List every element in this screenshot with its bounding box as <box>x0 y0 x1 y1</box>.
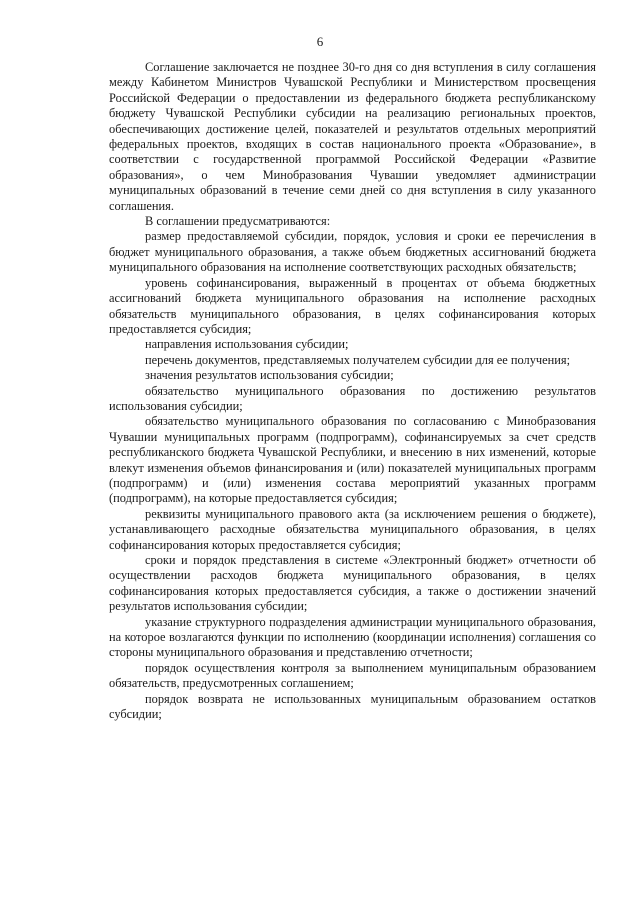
paragraph-program-approval-obligation: обязательство муниципального образования по согласованию с Минобразования Чувашии муниципальных программ (подпрограмм), софинансируемых за счет средств республиканского бюджета Чувашской Республики, и внесению в них изменений, которые влекут изменения объемов финансирования и (или) показателей муниципальных программ (подпрограмм) и (или) изменения состава мероприятий указанных программ (подпрограмм), на которые предоставляется субсидия; <box>109 414 596 506</box>
paragraph-control-procedure: порядок осуществления контроля за выполнением муниципальным образованием обязательств, предусмотренных соглашением; <box>109 660 596 691</box>
paragraph-cofinancing-level: уровень софинансирования, выраженный в процентах от объема бюджетных ассигнований бюджета муниципального образования на исполнение расходных обязательств муниципального образования, в целях софинансирования которых предоставляется субсидия; <box>109 275 596 336</box>
paragraph-reporting-terms: сроки и порядок представления в системе «Электронный бюджет» отчетности об осуществлении расходов бюджета муниципального образования, в целях софинансирования которых предоставляется субсидия, а также о достижении значений результатов использования субсидии; <box>109 553 596 614</box>
document-body <box>109 60 596 722</box>
paragraph-responsible-unit: указание структурного подразделения администрации муниципального образования, на которое возлагаются функции по исполнению (координации исполнения) соглашения со стороны муниципального образования и представлению отчетности; <box>109 614 596 660</box>
paragraph-agreement-deadline: Соглашение заключается не позднее 30-го дня со дня вступления в силу соглашения между Кабинетом Министров Чувашской Республики и Министерством просвещения Российской Федерации о предоставлении из федерального бюджета республиканскому бюджету Чувашской Республики субсидии на реализацию региональных проектов, обеспечивающих достижение целей, показателей и результатов отдельных мероприятий федеральных проектов, входящих в состав национального проекта «Образование», в соответствии с государственной программой Российской Федерации «Развитие образования», о чем Минобразования Чувашии уведомляет администрации муниципальных образований в течение семи дней со дня вступления в силу указанного соглашения. <box>109 60 596 213</box>
paragraph-result-values: значения результатов использования субсидии; <box>145 368 394 383</box>
paragraph-results-obligation: обязательство муниципального образования по достижению результатов использования субсидии; <box>109 383 596 413</box>
paragraph-agreement-provisions-intro: В соглашении предусматриваются: <box>145 214 331 229</box>
paragraph-documents-list: перечень документов, представляемых получателем субсидии для ее получения; <box>145 352 571 367</box>
paragraph-refund-procedure: порядок возврата не использованных муниципальным образованием остатков субсидии; <box>109 691 596 722</box>
page-number: 6 <box>316 34 324 49</box>
paragraph-legal-act-details: реквизиты муниципального правового акта (за исключением решения о бюджете), устанавливающего расходные обязательства муниципального образования, в целях софинансирования которых предоставляется субсидия; <box>109 506 596 552</box>
paragraph-subsidy-directions: направления использования субсидии; <box>145 337 349 352</box>
paragraph-subsidy-amount: размер предоставляемой субсидии, порядок, условия и сроки ее перечисления в бюджет муниципального образования, а также объем бюджетных ассигнований бюджета муниципального образования на исполнение соответствующих расходных обязательств; <box>109 229 596 275</box>
